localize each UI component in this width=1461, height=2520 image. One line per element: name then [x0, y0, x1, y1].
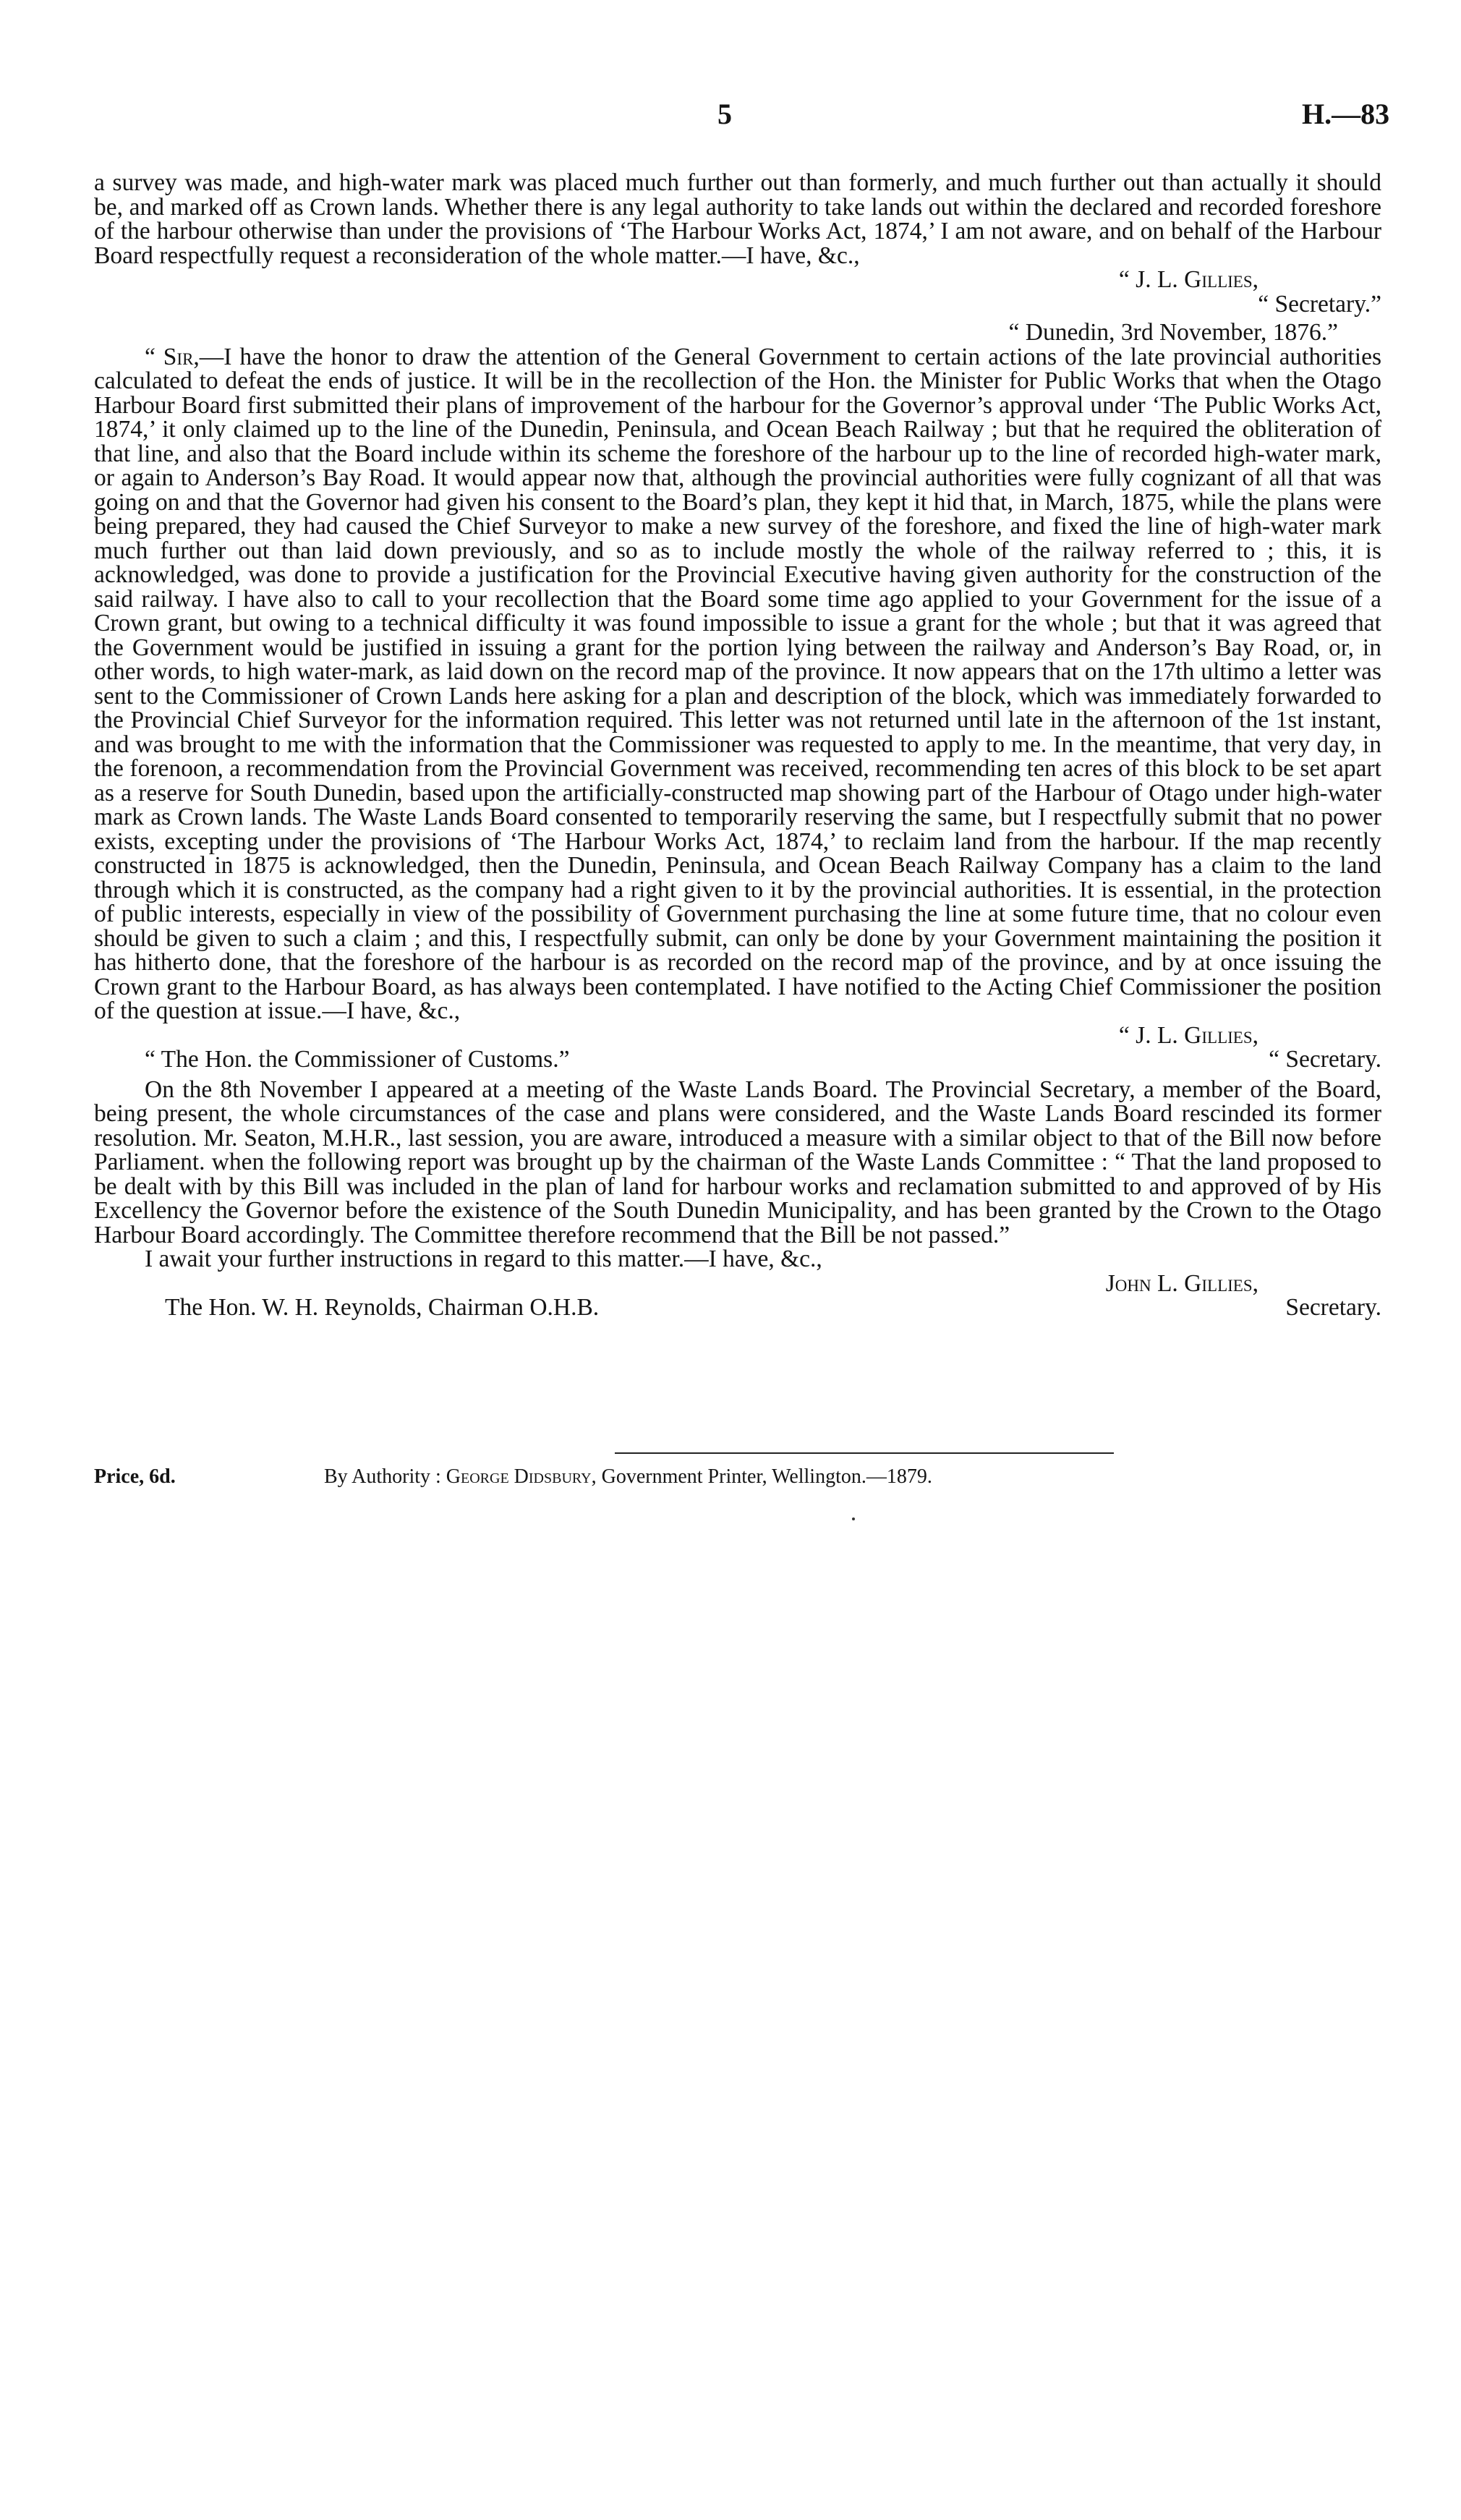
printer-name: George Didsbury, [446, 1465, 597, 1488]
closing-paragraph: On the 8th November I appeared at a meeting of the Waste Lands Board. The Provincial Secretary, a member of the Board, being present, the whole circumstances of the case and plans were considered, and the Waste Lands Board rescinded its former resolution. Mr. Seaton, M.H.R., last session, you are aware, introduced a measure with a similar object to that of the Bill now before Parliament. when the following report was brought up by the chairman of the Waste Lands Committee : “ That the land proposed to be dealt with by this Bill was included in the plan of land for harbour works and reclamation submitted to and approved of by His Excellency the Governor before the existence of the South Dunedin Municipality, and has been granted by the Crown to the Otago Harbour Board accordingly. The Committee therefore recommend that the Bill be not passed.” [94, 1076, 1381, 1248]
document-body [94, 171, 1381, 1320]
closing-addressee-line [94, 1295, 1381, 1320]
printer-details: Government Printer, Wellington.—1879. [601, 1465, 932, 1488]
letter2-dateline: “ Dunedin, 3rd November, 1876.” [1008, 319, 1338, 346]
letter2-body-paragraph [94, 345, 1381, 1023]
letter1-signature-name: “ J. L. Gillies, [1118, 266, 1258, 293]
price-label: Price, 6d. [94, 1465, 176, 1488]
closing-signature-title: Secretary. [1285, 1294, 1381, 1321]
letter1-tail-paragraph: a survey was made, and high-water mark was placed much further out than formerly, and much further out than actually it should be, and marked off as Crown lands. Whether there is any legal authority to take lands out within the declared and recorded foreshore of the harbour otherwise than under the provisions of ‘The Harbour Works Act, 1874,’ I am not aware, and on behalf of the Harbour Board respectfully request a reconsideration of the whole matter.—I have, &c., [94, 169, 1381, 269]
imprint-footer [94, 1452, 1381, 1496]
letter2-salutation: “ Sir, [145, 343, 200, 370]
letter2-addressee-line [94, 1047, 1381, 1072]
printer-imprint [324, 1465, 932, 1489]
stray-ink-dot [852, 1517, 855, 1520]
closing-await-line: I await your further instructions in regard to this matter.—I have, &c., [145, 1246, 822, 1272]
footer-rule [615, 1452, 1114, 1454]
letter2-addressee: “ The Hon. the Commissioner of Customs.” [145, 1046, 570, 1073]
document-code: H.—83 [1302, 98, 1390, 130]
letter2-signature-name: “ J. L. Gillies, [1118, 1021, 1258, 1049]
letter2-signature-title: “ Secretary. [1269, 1046, 1381, 1073]
authority-prefix: By Authority : [324, 1465, 441, 1488]
closing-addressee: The Hon. W. H. Reynolds, Chairman O.H.B. [165, 1294, 600, 1321]
letter2-body-text: —I have the honor to draw the attention of the General Government to certain actions of the late provincial authorities calculated to defeat the ends of justice. It will be in the recollection of the Hon. the Minister for Public Works that when the Otago Harbour Board first submitted their plans of improvement of the harbour for the Governor’s approval under ‘The Public Works Act, 1874,’ it only claimed up to the line of the Dunedin, Peninsula, and Ocean Beach Railway ; but that he required the obliteration of that line, and also that the Board include within its scheme the foreshore of the harbour up to the line of recorded high-water mark, or again to Anderson’s Bay Road. It would appear now that, although the provincial authorities were fully cognizant of all that was going on and that the Governor had given his consent to the Board’s plan, they kept it hid that, in March, 1875, while the plans were being prepared, they had caused the Chief Surveyor to make a new survey of the foreshore, and fixed the line of high-water mark much further out than laid down previously, and so as to include mostly the whole of the railway referred to ; this, it is acknowledged, was done to provide a justification for the Provincial Executive having given authority for the construction of the said railway. I have also to call to your recollection that the Board some time ago applied to your Government for the issue of a Crown grant, but owing to a technical difficulty it was found impossible to issue a grant for the whole ; but that it was agreed that the Government would be justified in issuing a grant for the portion lying between the railway and Anderson’s Bay Road, or, in other words, to high water-mark, as laid down on the record map of the province. It now appears that on the 17th ultimo a letter was sent to the Commissioner of Crown Lands here asking for a plan and description of the block, which was immediately forwarded to the Provincial Chief Surveyor for the information required. This letter was not returned until late in the afternoon of the 1st instant, and was brought to me with the information that the Commissioner was requested to apply to me. In the meantime, that very day, in the forenoon, a recommendation from the Provincial Government was received, recommending ten acres of this block to be set apart as a reserve for South Dunedin, based upon the artificially-constructed map showing part of the Harbour of Otago under high-water mark as Crown lands. The Waste Lands Board consented to temporarily reserving the same, but I respectfully submit that no power exists, excepting under the provisions of ‘The Harbour Works Act, 1874,’ to reclaim land from the harbour. If the map recently constructed in 1875 is acknowledged, then the Dunedin, Peninsula, and Ocean Beach Railway Company has a claim to the land through which it is constructed, as the company had a right given to it by the provincial authorities. It is essential, in the protection of public interests, especially in view of the possibility of Government purchasing the line at some future time, that no colour even should be given to such a claim ; and this, I respectfully submit, can only be done by your Government maintaining the position it has hitherto done, that the foreshore of the harbour is as recorded on the record map of the province, and by at once issuing the Crown grant to the Harbour Board, as has always been contemplated. I have notified to the Acting Chief Commissioner the position of the question at issue.—I have, &c., [94, 343, 1381, 1024]
page-number: 5 [717, 98, 732, 130]
closing-signature-name: John L. Gillies, [1105, 1269, 1258, 1297]
letter1-signature-title: “ Secretary.” [1258, 290, 1381, 318]
